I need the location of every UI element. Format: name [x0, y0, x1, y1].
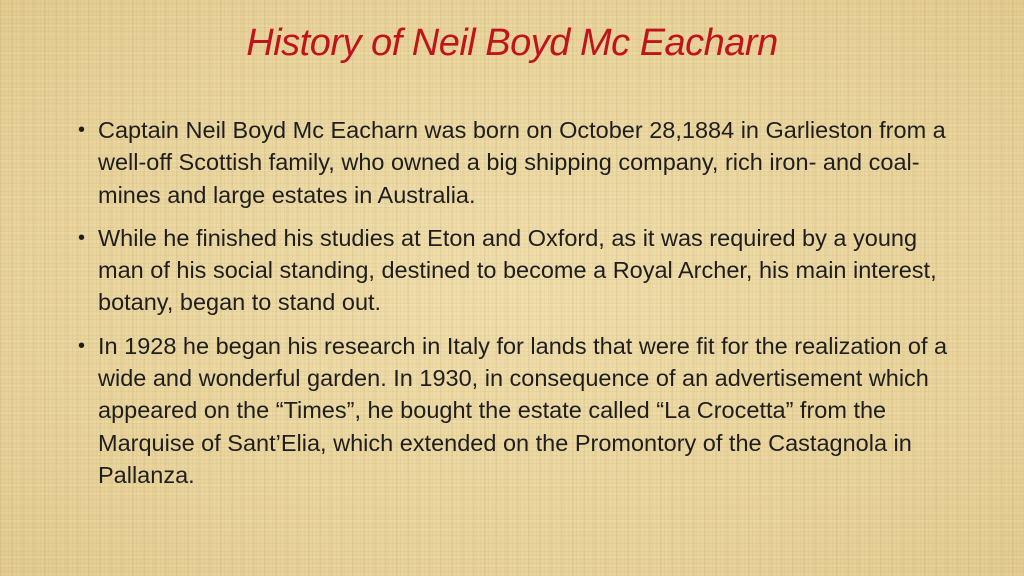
bullet-text: While he finished his studies at Eton and Oxford, as it was required by a young man of his social standing, destined to become a Royal Archer, his main interest, botany, began to stand out. — [98, 224, 937, 316]
bullet-text: Captain Neil Boyd Mc Eacharn was born on October 28,1884 in Garlieston from a well-off Scottish family, who owned a big shipping company, rich iron- and coal- mines and large estates in Australia. — [98, 117, 946, 208]
bullet-icon: • — [78, 226, 86, 249]
bullet-item — [72, 222, 952, 319]
slide-title: History of Neil Boyd Mc Eacharn — [246, 22, 778, 64]
bullet-icon: • — [78, 119, 86, 141]
bullet-icon: • — [78, 334, 86, 357]
bullet-item — [72, 330, 952, 491]
bullet-list — [72, 114, 952, 502]
bullet-text: In 1928 he began his research in Italy for lands that were fit for the realization of a wide and wonderful garden. In 1930, in consequence of an advertisement which appeared on the “Times”, he bought the estate called “La Crocetta” from the Marquise of Sant’Elia, which extended on the Promontory of the Castagnola in Pallanza. — [98, 332, 948, 488]
bullet-item — [72, 114, 952, 211]
